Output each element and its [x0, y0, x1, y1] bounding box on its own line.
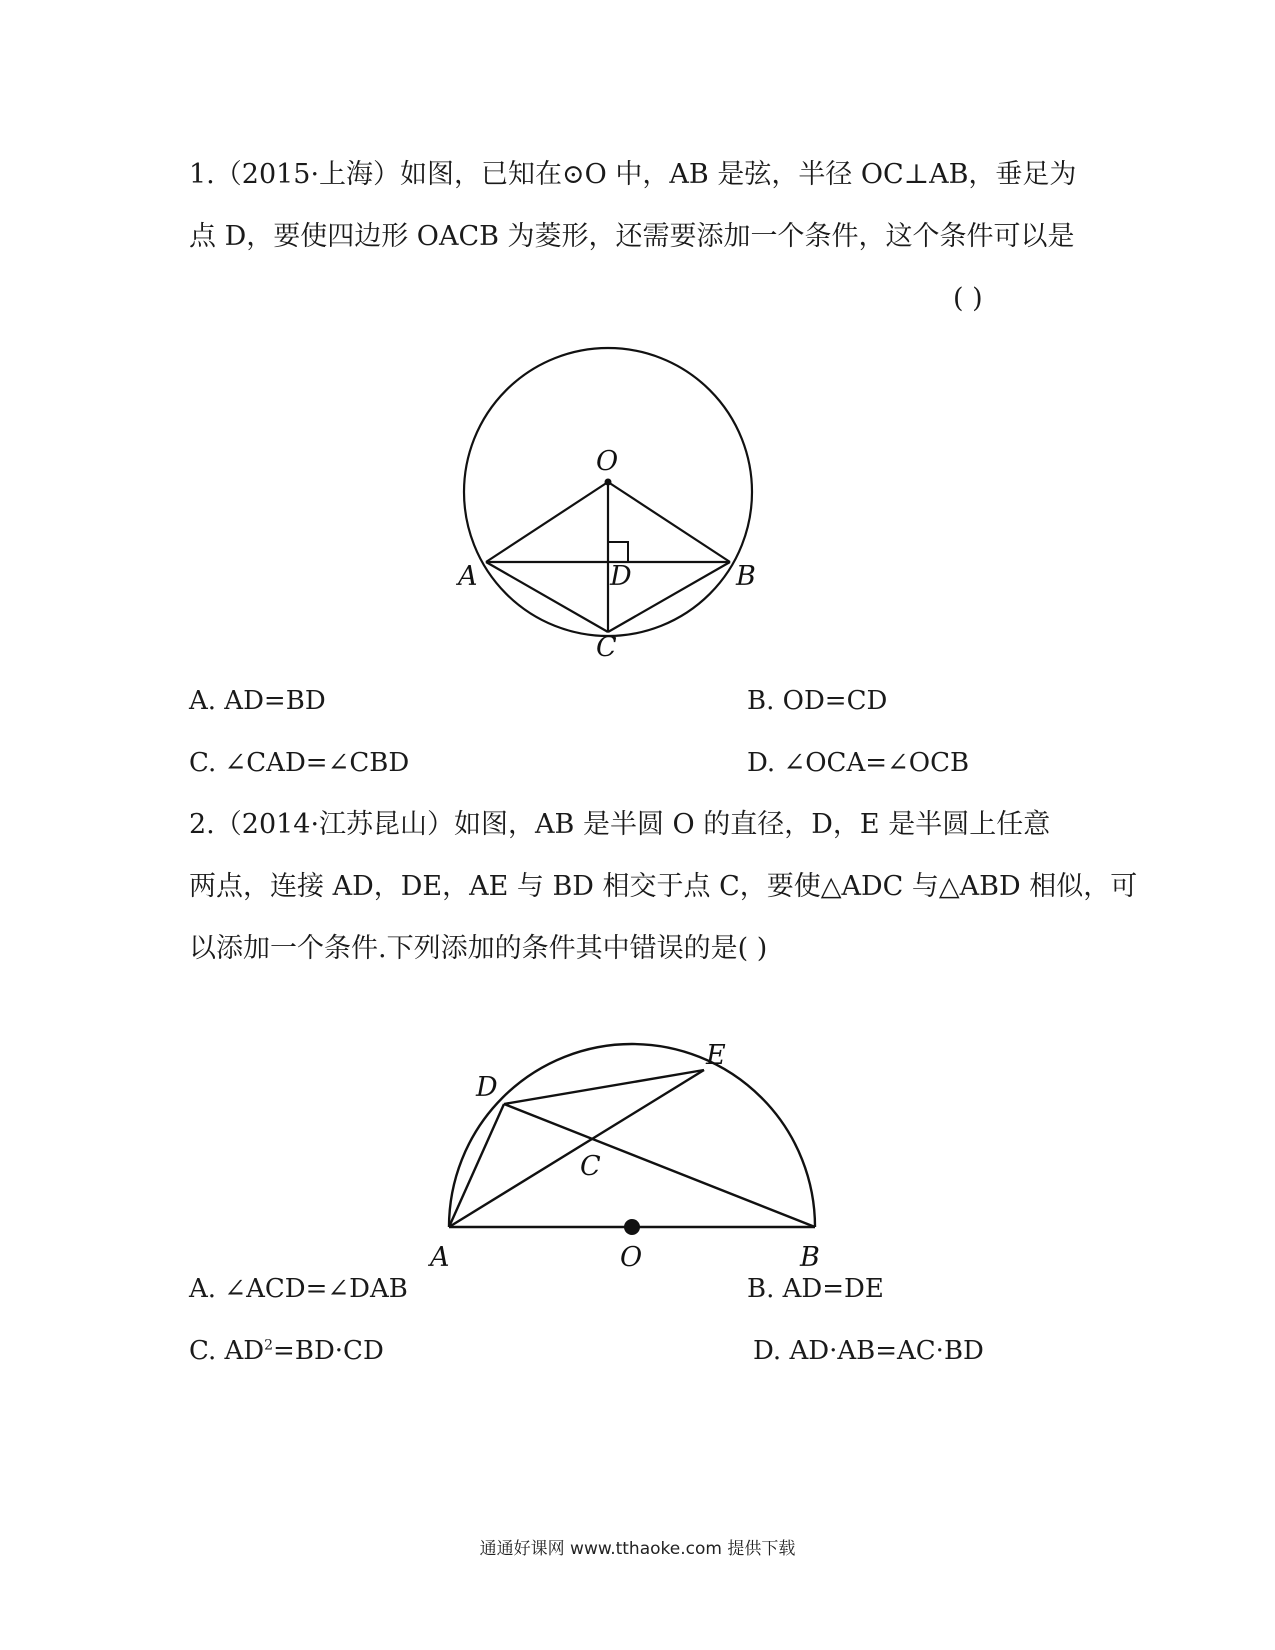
q2-option-d: D. AD·AB=AC·BD	[753, 1336, 984, 1366]
q1-label-A: A	[458, 561, 478, 592]
q1-label-C: C	[596, 632, 617, 663]
q2-text-line-1: 2.（2014·江苏昆山）如图，AB 是半圆 O 的直径，D，E 是半圆上任意	[189, 809, 1051, 840]
q2-option-c	[189, 1334, 384, 1368]
q2-text-line-2: 两点，连接 AD，DE，AE 与 BD 相交于点 C，要使△ADC 与△ABD 相似，可	[189, 871, 1138, 902]
q2-text-line-3: 以添加一个条件.下列添加的条件其中错误的是( )	[189, 933, 768, 964]
q2-option-c-suffix: =BD·CD	[273, 1336, 384, 1366]
footer-source-note: 通通好课网 www.tthaoke.com 提供下载	[479, 1539, 796, 1559]
q1-label-B: B	[736, 561, 756, 592]
q2-label-O: O	[620, 1242, 643, 1273]
q2-label-C: C	[580, 1151, 601, 1182]
q2-semicircle-figure	[420, 1020, 840, 1290]
q1-label-O: O	[596, 446, 619, 477]
q2-option-c-superscript: 2	[264, 1337, 274, 1354]
q2-label-E: E	[706, 1040, 726, 1071]
q1-option-d: D. ∠OCA=∠OCB	[747, 748, 970, 778]
q1-text-line-2: 点 D，要使四边形 OACB 为菱形，还需要添加一个条件，这个条件可以是	[189, 221, 1075, 252]
q1-answer-parenthesis: ( )	[953, 283, 983, 314]
q2-option-c-prefix: C. AD	[189, 1336, 265, 1366]
q1-circle-figure	[440, 330, 790, 670]
q2-label-B: B	[800, 1242, 820, 1273]
q2-label-A: A	[430, 1242, 450, 1273]
q1-option-a: A. AD=BD	[189, 686, 326, 716]
q1-label-D: D	[610, 561, 632, 592]
q1-option-c: C. ∠CAD=∠CBD	[189, 748, 410, 778]
q2-label-D: D	[476, 1072, 498, 1103]
q1-text-line-1: 1.（2015·上海）如图，已知在⊙O 中，AB 是弦，半径 OC⊥AB，垂足为	[189, 159, 1077, 190]
q2-option-b: B. AD=DE	[747, 1274, 884, 1304]
q1-option-b: B. OD=CD	[747, 686, 888, 716]
q2-option-a: A. ∠ACD=∠DAB	[189, 1274, 408, 1304]
